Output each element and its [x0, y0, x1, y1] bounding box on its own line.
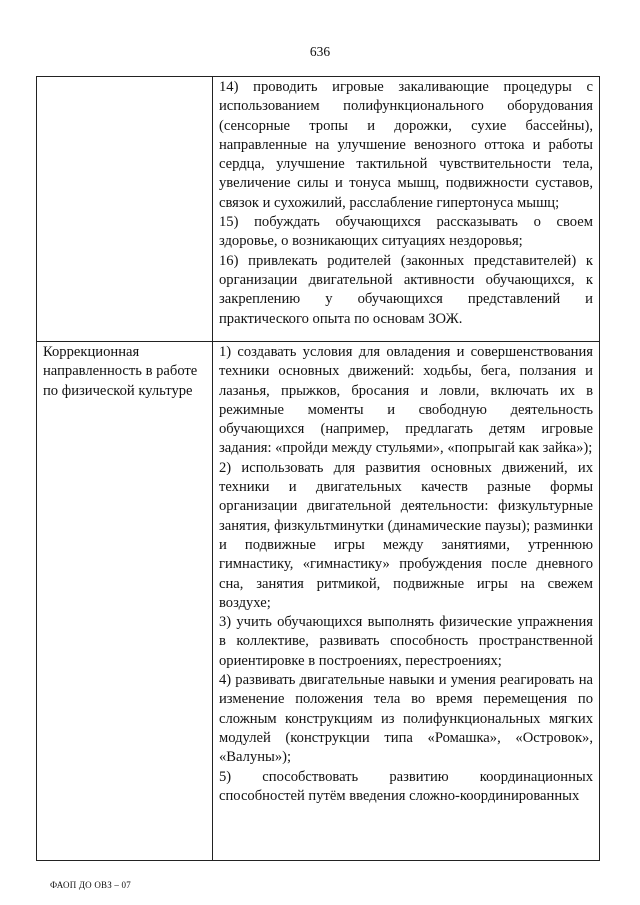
row-label	[37, 77, 213, 342]
table-row	[37, 77, 600, 342]
row-label: Коррекционная направленность в работе по физической культуре	[37, 342, 213, 861]
paragraph: 14) проводить игровые закаливающие процедуры с использованием полифункционального оборудования (сенсорные тропы и дорожки, сухие бассейны), направленные на улучшение венозного оттока и работы сердца, улучшение тактильной чувствительности тела, увеличение силы и тонуса мышц, подвижности суставов, связок и сухожилий, расслабление гипертонуса мышц;	[219, 79, 593, 211]
paragraph: 3) учить обучающихся выполнять физические упражнения в коллективе, развивать способность пространственной ориентировке в построениях, перестроениях;	[219, 614, 593, 669]
paragraph: 1) создавать условия для овладения и совершенствования техники основных движений: ходьбы, бега, ползания и лазанья, прыжков, бросания и ловли, включать их в режимные моменты и свободную деятельность обучающихся (например, предлагать детям игровые задания: «пройди между стульями», «попрыгай как зайка»);	[219, 344, 593, 457]
paragraph: 2) использовать для развития основных движений, их техники и двигательных качеств разные формы организации двигательной деятельности: физкультурные занятия, физкультминутки (динамические паузы); разминки и подвижные игры между занятиями, утреннюю гимнастику, «гимнастику» пробуждения после дневного сна, занятия ритмикой, подвижные игры на свежем воздухе;	[219, 459, 593, 611]
row-content	[213, 342, 600, 861]
page-number: 636	[309, 44, 331, 59]
row-content	[213, 77, 600, 342]
document-footer: ФАОП ДО ОВЗ – 07	[50, 880, 131, 890]
paragraph: 16) привлекать родителей (законных представителей) к организации двигательной активности обучающихся, к закреплению у обучающихся представлений и практического опыта по основам ЗОЖ.	[219, 252, 593, 327]
table-row	[37, 342, 600, 861]
paragraph: 4) развивать двигательные навыки и умения реагировать на изменение положения тела во время перемещения по сложным конструкциям из полифункциональных мягких модулей (конструкции типа «Ромашка», «Островок», «Валуны»);	[219, 672, 593, 766]
paragraph: 5) способствовать развитию координационных способностей путём введения сложно-координированных	[219, 768, 593, 804]
content-table	[36, 76, 600, 861]
paragraph: 15) побуждать обучающихся рассказывать о своем здоровье, о возникающих ситуациях нездоровья;	[219, 214, 593, 250]
